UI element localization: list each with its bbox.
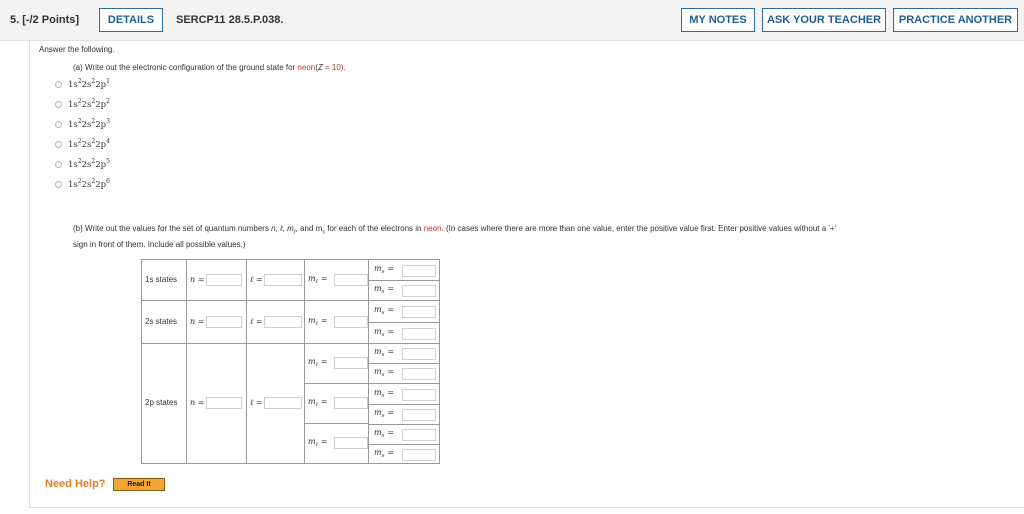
read-it-button[interactable]: Read It: [113, 478, 165, 491]
l-input[interactable]: [264, 274, 302, 286]
ml-input[interactable]: [334, 316, 368, 328]
ml-input[interactable]: [334, 437, 368, 449]
ms-input[interactable]: [402, 409, 436, 421]
ml-label: $m_\ell$ =: [308, 397, 328, 408]
config-text: $1s^22s^22p^5$: [68, 158, 110, 170]
ms-label: $m_s$ =: [374, 305, 395, 316]
radio-button[interactable]: [55, 81, 62, 88]
ml-input[interactable]: [334, 397, 368, 409]
neon-highlight-b: neon.: [423, 224, 444, 233]
n-label: n =: [190, 274, 205, 284]
intro-text: Answer the following.: [39, 45, 115, 54]
my-notes-button[interactable]: MY NOTES: [681, 8, 755, 32]
ms-input[interactable]: [402, 306, 436, 318]
ms-label: $m_s$ =: [374, 284, 395, 295]
part-b-prompt-line2: sign in front of them. Include all possible values.): [73, 240, 246, 249]
question-number: 5. [-/2 Points]: [10, 14, 80, 26]
state-label: 1s states: [145, 274, 178, 284]
ms-label: $m_s$ =: [374, 447, 395, 459]
question-header: [0, 0, 1024, 41]
state-label: 2s states: [145, 316, 178, 326]
practice-another-button[interactable]: PRACTICE ANOTHER: [893, 8, 1018, 32]
ms-input[interactable]: [402, 429, 436, 441]
n-input[interactable]: [206, 397, 242, 409]
ms-label: $m_s$ =: [374, 428, 395, 439]
l-label: ℓ =: [250, 316, 263, 326]
config-text: $1s^22s^22p^1$: [68, 78, 110, 90]
state-label: 2p states: [145, 398, 178, 407]
n-label: n =: [190, 316, 205, 326]
l-label: ℓ =: [250, 398, 263, 407]
n-label: n =: [190, 398, 205, 407]
neon-highlight: neon: [297, 63, 316, 72]
ml-input[interactable]: [334, 357, 368, 369]
ms-input[interactable]: [402, 368, 436, 380]
radio-button[interactable]: [55, 101, 62, 108]
ms-label: $m_s$ =: [374, 263, 395, 275]
ml-input[interactable]: [334, 274, 368, 286]
ms-input[interactable]: [402, 348, 436, 360]
radio-button[interactable]: [55, 161, 62, 168]
config-option[interactable]: [55, 98, 110, 110]
config-option[interactable]: [55, 118, 110, 130]
l-input[interactable]: [264, 397, 302, 409]
part-b-prompt: (b) Write out the values for the set of quantum numbers n, ℓ, $m_\ell$, and $m_s$ for each of the electrons in neon. (In cases where there are more than one value, enter the positive value first. Enter positive values without a '+': [73, 224, 837, 236]
l-label: ℓ =: [250, 274, 263, 284]
ml-label: $m_\ell$ =: [308, 437, 328, 448]
config-text: $1s^22s^22p^3$: [68, 118, 110, 130]
ms-input[interactable]: [402, 285, 436, 297]
l-input[interactable]: [264, 316, 302, 328]
ms-input[interactable]: [402, 389, 436, 401]
ml-label: $m_\ell$ =: [308, 315, 328, 327]
config-text: $1s^22s^22p^2$: [68, 98, 110, 110]
config-text: $1s^22s^22p^4$: [68, 138, 110, 150]
ms-label: $m_s$ =: [374, 326, 395, 338]
need-help-label: Need Help?: [45, 478, 106, 490]
ms-label: $m_s$ =: [374, 367, 395, 378]
radio-button[interactable]: [55, 181, 62, 188]
details-button[interactable]: DETAILS: [99, 8, 163, 32]
config-option[interactable]: [55, 178, 110, 190]
ms-input[interactable]: [402, 328, 436, 340]
config-option[interactable]: [55, 78, 110, 90]
n-input[interactable]: [206, 274, 242, 286]
ml-label: $m_\ell$ =: [308, 273, 328, 285]
ask-teacher-button[interactable]: ASK YOUR TEACHER: [762, 8, 886, 32]
config-option[interactable]: [55, 138, 110, 150]
ms-label: $m_s$ =: [374, 387, 395, 399]
ms-label: $m_s$ =: [374, 408, 395, 419]
ms-input[interactable]: [402, 265, 436, 277]
radio-button[interactable]: [55, 141, 62, 148]
config-text: $1s^22s^22p^6$: [68, 178, 110, 190]
ms-label: $m_s$ =: [374, 347, 395, 358]
ml-label: $m_\ell$ =: [308, 357, 328, 368]
radio-button[interactable]: [55, 121, 62, 128]
n-input[interactable]: [206, 316, 242, 328]
config-option[interactable]: [55, 158, 110, 170]
problem-code: SERCP11 28.5.P.038.: [176, 14, 284, 26]
part-a-prompt: (a) Write out the electronic configuration of the ground state for neon(Z = 10).: [73, 63, 346, 72]
ms-input[interactable]: [402, 449, 436, 461]
